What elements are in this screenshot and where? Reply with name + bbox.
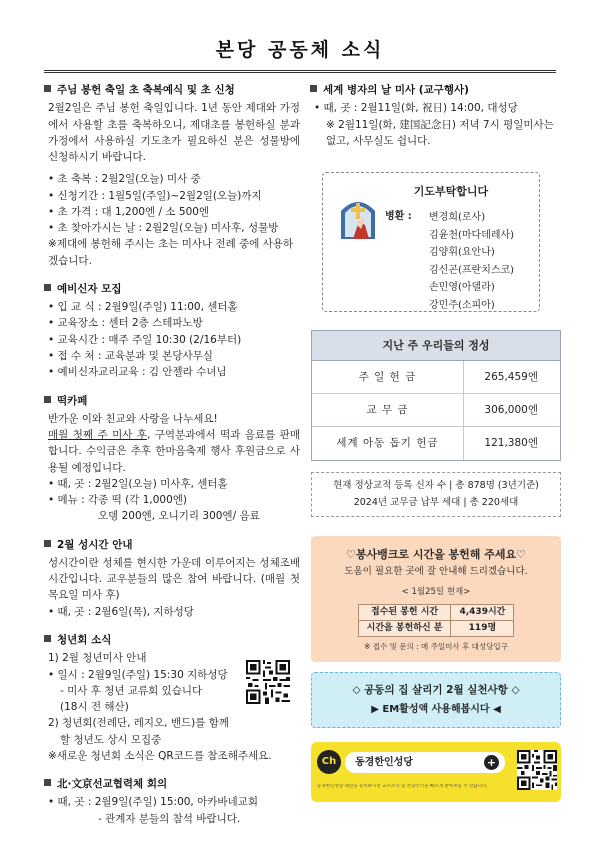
household-count-line: 2024년 교무금 납부 세대 | 총 220세대: [353, 496, 519, 508]
square-bullet-icon: [44, 284, 51, 291]
list-item: • 때, 곳 : 2월9일(주일) 15:00, 아카바네교회: [48, 796, 258, 809]
square-bullet-icon: [310, 85, 317, 92]
list-item: • 교육장소 : 센터 2층 스테파노방: [48, 317, 203, 330]
youth-qr-code[interactable]: [246, 660, 290, 704]
table-cell-label: 접수된 봉헌 시간: [358, 604, 451, 620]
list-item: 1) 2월 청년미사 안내: [48, 652, 147, 665]
table-cell-value: 121,380엔: [484, 437, 538, 449]
table-row: [312, 427, 560, 460]
table-cell-value: 4,439시간: [451, 604, 514, 620]
page-title-wrap: [0, 36, 600, 65]
list-item: • 일시 : 2월9일(주일) 15:30 지하성당: [48, 668, 228, 681]
page-title: 본당 공동체 소식: [215, 39, 385, 61]
table-row: [358, 604, 514, 620]
channel-name: 동경한인성당: [355, 757, 413, 768]
section-heading: 세계 병자의 날 미사 (교구행사): [310, 82, 562, 98]
section-heading: 北·文京선교협력체 회의: [44, 776, 300, 792]
square-bullet-icon: [44, 635, 51, 642]
list-item: (18시 전 해산): [60, 701, 129, 714]
channel-logo-icon: Ch: [317, 750, 341, 774]
prayer-title: 기도부탁합니다: [413, 185, 489, 198]
table-cell-label: 교 무 금: [312, 394, 464, 426]
prayer-name: 변경희(로사): [429, 212, 486, 223]
section-heading: 예비신자 모집: [44, 281, 300, 297]
section-note: ※ 2월11일(화, 建国記念日) 저녁 7시 평일미사는 없고, 사무실도 쉽니다.: [326, 118, 554, 147]
list-item: • 초 축복 : 2월2일(오늘) 미사 중: [48, 173, 201, 186]
list-item: • 메뉴 : 각종 떡 (각 1,000엔): [48, 494, 188, 507]
section-sick-day: [310, 82, 562, 149]
channel-qr-code[interactable]: [517, 750, 557, 790]
title-divider: [44, 70, 556, 73]
list-item: • 때, 곳 : 2월11일(화, 祝日) 14:00, 대성당: [314, 102, 518, 115]
list-item: • 입 교 식 : 2월9일(주일) 11:00, 센터홀: [48, 301, 238, 314]
list-item: - 미사 후 청년 교류회 있습니다: [60, 684, 203, 697]
square-bullet-icon: [44, 540, 51, 547]
square-bullet-icon: [44, 85, 51, 92]
member-count-line: 현재 정상교적 등록 신자 수 | 총 878명 (3년기준): [333, 480, 539, 491]
right-column: [310, 82, 562, 161]
table-cell-label: 주 일 헌 금: [312, 361, 464, 393]
table-cell-label: 세계 아동 돕기 헌금: [312, 427, 464, 460]
table-cell-value: 265,459엔: [484, 371, 538, 383]
list-item: • 때, 곳 : 2월6일(목), 지하성당: [48, 605, 194, 618]
volunteer-title: ♡봉사뱅크로 시간을 봉헌해 주세요♡: [346, 548, 526, 561]
section-note: ※제대에 봉헌해 주시는 초는 미사나 전례 중에 사용하겠습니다.: [48, 238, 294, 267]
list-item: • 신청기간 : 1월5일(주일)~2월2일(오늘)까지: [48, 189, 262, 202]
practice-action: ▶ EM활성액 사용해봅시다 ◀: [371, 704, 501, 716]
practice-box: [311, 672, 561, 728]
section-note: ※새로운 청년회 소식은 QR코드를 참조해주세요.: [48, 749, 272, 762]
section-heading: 청년회 소식: [44, 632, 300, 648]
channel-banner[interactable]: [311, 742, 561, 802]
table-row: [358, 620, 514, 636]
volunteer-table: [358, 604, 515, 637]
section-intro: 2월2일은 주님 봉헌 축일입니다. 1년 동안 제대와 가정에서 사용할 초를 축복하오니, 제대초를 봉헌하실 분과 가정에서 사용하실 기도초가 필요하신 분은 성물방에 신청하시기 바랍니다.: [48, 102, 300, 164]
section-adoration: [44, 537, 300, 620]
prayer-request-box: [322, 172, 540, 312]
practice-title: ◇ 공동의 집 살리기 2월 실천사항 ◇: [352, 684, 520, 696]
prayer-name: 손민영(아델라): [429, 282, 495, 293]
prayer-name: 강민주(소피아): [429, 299, 495, 311]
volunteer-bank-box: [311, 536, 561, 662]
section-intro: 반가운 이와 친교와 사랑을 나누세요!: [48, 412, 218, 425]
list-item-cont: - 관계자 분들의 참석 바랍니다.: [98, 812, 241, 825]
table-row: [312, 394, 560, 427]
list-item: 2) 청년회(전례단, 레지오, 밴드)를 함께: [48, 717, 229, 730]
add-channel-icon[interactable]: +: [484, 755, 499, 770]
section-rice-cake-cafe: [44, 393, 300, 525]
section-heading: 주님 봉헌 축일 초 축복예식 및 초 신청: [44, 82, 300, 98]
prayer-name: 김윤천(마다데레사): [429, 229, 515, 241]
volunteer-note: ※ 접수 및 문의 : 매 주일미사 후 대성당입구: [364, 641, 508, 651]
praying-hands-icon: [335, 195, 381, 241]
list-item: • 접 수 처 : 교육분과 및 본당사무실: [48, 349, 213, 362]
list-item: 할 청년도 상시 모집중: [60, 733, 162, 746]
member-count-box: [311, 472, 561, 517]
offering-table: [311, 330, 561, 461]
list-item: • 초 찾아가시는 날 : 2월2일(오늘) 미사후, 성물방: [48, 222, 279, 235]
table-cell-value: 119명: [451, 620, 514, 636]
square-bullet-icon: [44, 396, 51, 403]
square-bullet-icon: [44, 779, 51, 786]
section-candle-blessing: [44, 82, 300, 269]
list-item: • 예비신자교리교육 : 김 안젤라 수녀님: [48, 366, 227, 379]
section-catechumen: [44, 281, 300, 381]
offering-title: 지난 주 우리들의 정성: [312, 331, 560, 361]
section-mission: [44, 776, 300, 827]
prayer-label: 병환 :: [385, 211, 412, 222]
table-row: [312, 361, 560, 394]
prayer-name: 김양휘(요안나): [429, 247, 495, 258]
section-body: 매월 첫째 주 미사 후, 구역분과에서 떡과 음료를 판매합니다. 수익금은 추후 한마음축제 행사 후원금으로 사용될 예정입니다.: [48, 429, 301, 474]
list-item: • 때, 곳 : 2월2일(오늘) 미사후, 센터홀: [48, 477, 228, 490]
volunteer-date: < 1월25일 현재>: [401, 586, 471, 597]
section-heading: 떡카페: [44, 393, 300, 409]
prayer-name: 김신곤(프란치스코): [429, 264, 515, 276]
table-cell-label: 시간을 봉헌하신 분: [358, 620, 451, 636]
list-item-cont: 오뎅 200엔, 오니기리 300엔/ 음료: [98, 510, 260, 523]
section-heading: 2월 성시간 안내: [44, 537, 300, 553]
channel-note: 동경한인성당 채널을 등록하시면 교우소식 및 본당소식을 빠르게 받아보실 수 있습니다.: [317, 784, 488, 789]
list-item: • 초 가격 : 대 1,200엔 / 소 500엔: [48, 205, 210, 218]
channel-name-pill[interactable]: [345, 752, 505, 773]
list-item: • 교육시간 : 매주 주일 10:30 (2/16부터): [48, 333, 242, 346]
volunteer-subtitle: 도움이 필요한 곳에 잘 안내해 드리겠습니다.: [344, 566, 528, 578]
prayer-name-list: [429, 209, 514, 314]
table-cell-value: 306,000엔: [484, 404, 538, 416]
left-column: [44, 82, 300, 839]
section-intro: 성시간이란 성체를 현시한 가운데 이루어지는 성체조배 시간입니다. 교우분들의 많은 참여 바랍니다. (매월 첫 목요일 미사 후): [48, 556, 300, 602]
